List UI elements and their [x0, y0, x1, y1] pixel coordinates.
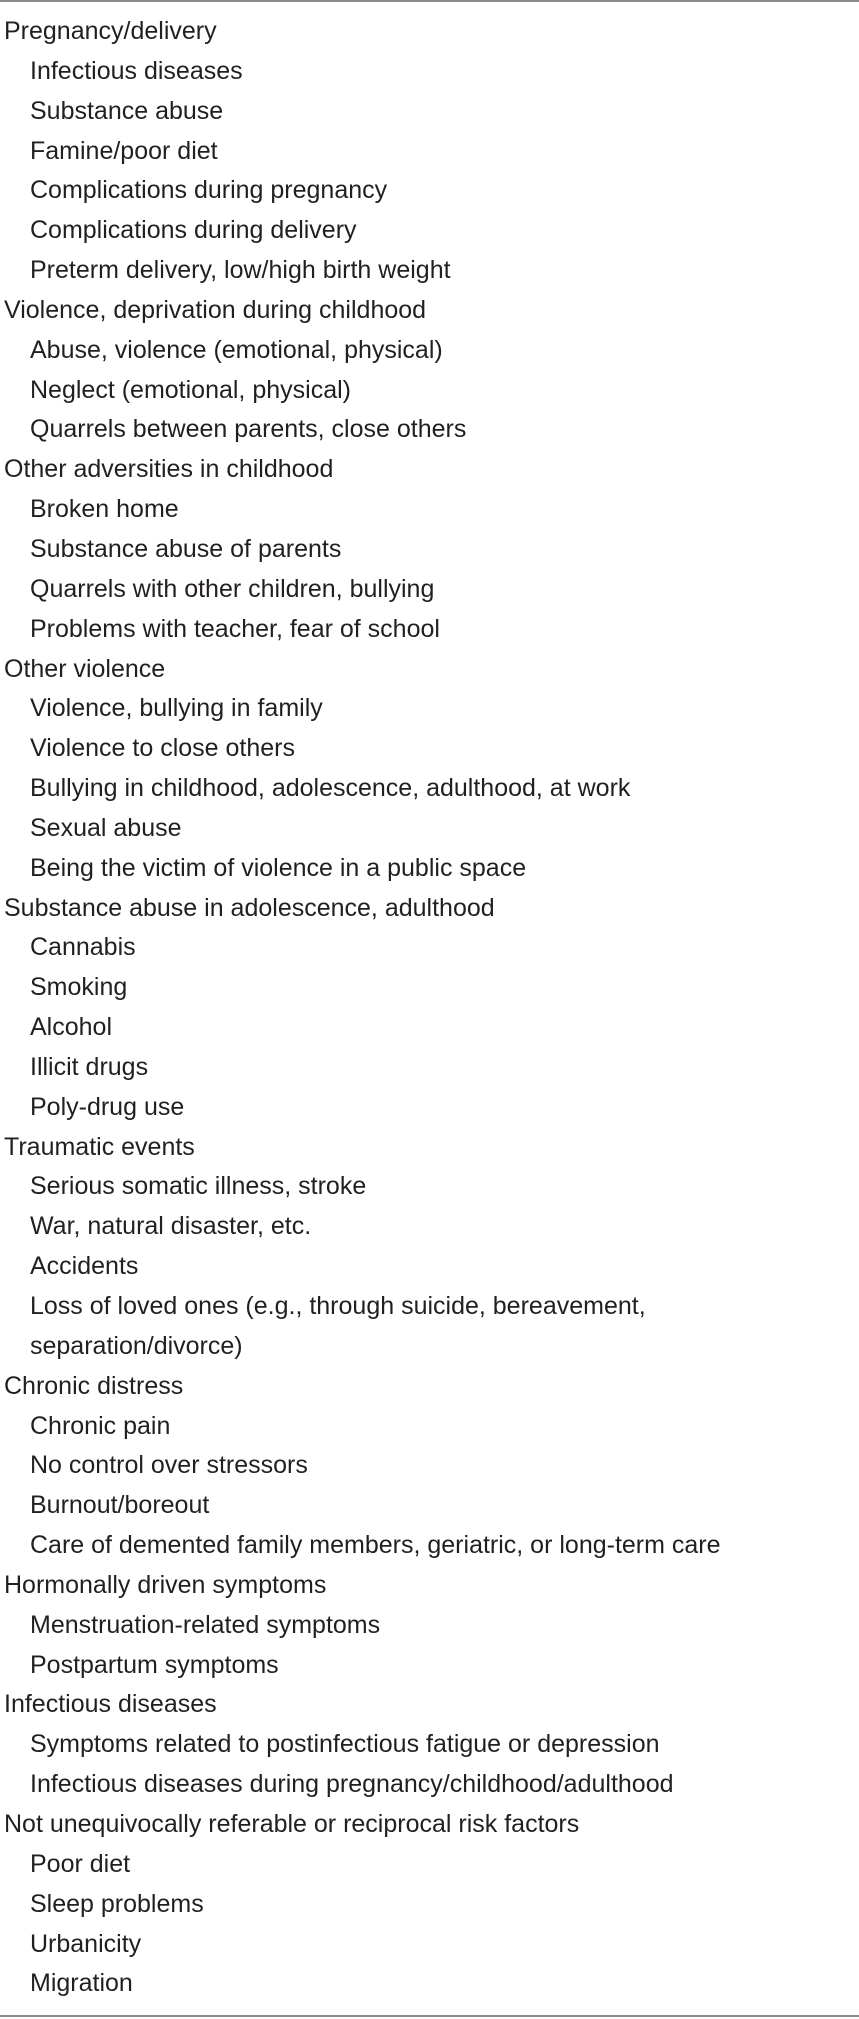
risk-factor-item: separation/divorce)	[30, 1331, 243, 1360]
risk-factor-item: Poly-drug use	[30, 1092, 185, 1121]
risk-factor-item: Smoking	[30, 973, 128, 1002]
risk-factor-item: Urbanicity	[30, 1929, 142, 1958]
risk-factor-item: Infectious diseases	[30, 56, 243, 85]
risk-factor-item: Serious somatic illness, stroke	[30, 1172, 367, 1201]
category-heading: Violence, deprivation during childhood	[4, 295, 427, 324]
risk-factor-item: Violence to close others	[30, 734, 295, 763]
risk-factor-item: Problems with teacher, fear of school	[30, 614, 440, 643]
risk-factor-item: Care of demented family members, geriatric, or long-term care	[30, 1531, 721, 1560]
category-heading: Other adversities in childhood	[4, 455, 334, 484]
risk-factor-item: Migration	[30, 1969, 133, 1998]
risk-factor-item: Complications during pregnancy	[30, 176, 388, 205]
category-heading: Pregnancy/delivery	[4, 17, 217, 45]
risk-factor-item: Substance abuse	[30, 96, 224, 125]
risk-factor-item: Burnout/boreout	[30, 1491, 210, 1520]
risk-factor-item: Chronic pain	[30, 1411, 171, 1440]
risk-factor-item: War, natural disaster, etc.	[30, 1212, 312, 1241]
risk-factor-item: Menstruation-related symptoms	[30, 1610, 381, 1639]
category-heading: Other violence	[4, 654, 166, 683]
risk-factor-item: Accidents	[30, 1252, 139, 1281]
table-bottom-rule	[0, 2015, 859, 2017]
risk-factor-item: Preterm delivery, low/high birth weight	[30, 256, 451, 285]
risk-factor-item: Neglect (emotional, physical)	[30, 375, 351, 404]
category-heading: Hormonally driven symptoms	[4, 1570, 327, 1599]
risk-factor-item: Famine/poor diet	[30, 136, 218, 165]
risk-factor-item: Postpartum symptoms	[30, 1650, 279, 1679]
category-heading: Not unequivocally referable or reciprocal risk factors	[4, 1809, 580, 1838]
risk-factor-item: Cannabis	[30, 933, 136, 962]
risk-factor-item: Sleep problems	[30, 1889, 204, 1918]
risk-factor-table	[0, 12, 859, 2004]
risk-factor-item: Sexual abuse	[30, 813, 182, 842]
table-top-rule	[0, 0, 859, 2]
risk-factor-item: Illicit drugs	[30, 1052, 149, 1081]
category-heading: Infectious diseases	[4, 1690, 217, 1719]
risk-factor-item: Substance abuse of parents	[30, 534, 342, 563]
risk-factor-item: Being the victim of violence in a public space	[30, 853, 527, 882]
category-heading: Chronic distress	[4, 1371, 184, 1400]
category-heading: Substance abuse in adolescence, adulthood	[4, 893, 495, 922]
risk-factor-item: Violence, bullying in family	[30, 694, 323, 723]
risk-factor-item: Abuse, violence (emotional, physical)	[30, 335, 443, 364]
risk-factor-item: Alcohol	[30, 1013, 112, 1042]
risk-factor-item: Broken home	[30, 495, 179, 524]
risk-factor-item: Symptoms related to postinfectious fatigue or depression	[30, 1730, 660, 1759]
risk-factor-item: Poor diet	[30, 1849, 131, 1878]
risk-factor-item: Infectious diseases during pregnancy/childhood/adulthood	[30, 1770, 674, 1799]
risk-factor-item: No control over stressors	[30, 1451, 308, 1480]
risk-factor-item: Bullying in childhood, adolescence, adulthood, at work	[30, 774, 631, 803]
risk-factor-item: Complications during delivery	[30, 216, 357, 245]
risk-factor-item: Loss of loved ones (e.g., through suicide, bereavement,	[30, 1292, 646, 1320]
category-heading: Traumatic events	[4, 1132, 195, 1161]
risk-factor-item: Quarrels with other children, bullying	[30, 574, 435, 603]
risk-factor-item: Quarrels between parents, close others	[30, 415, 467, 444]
